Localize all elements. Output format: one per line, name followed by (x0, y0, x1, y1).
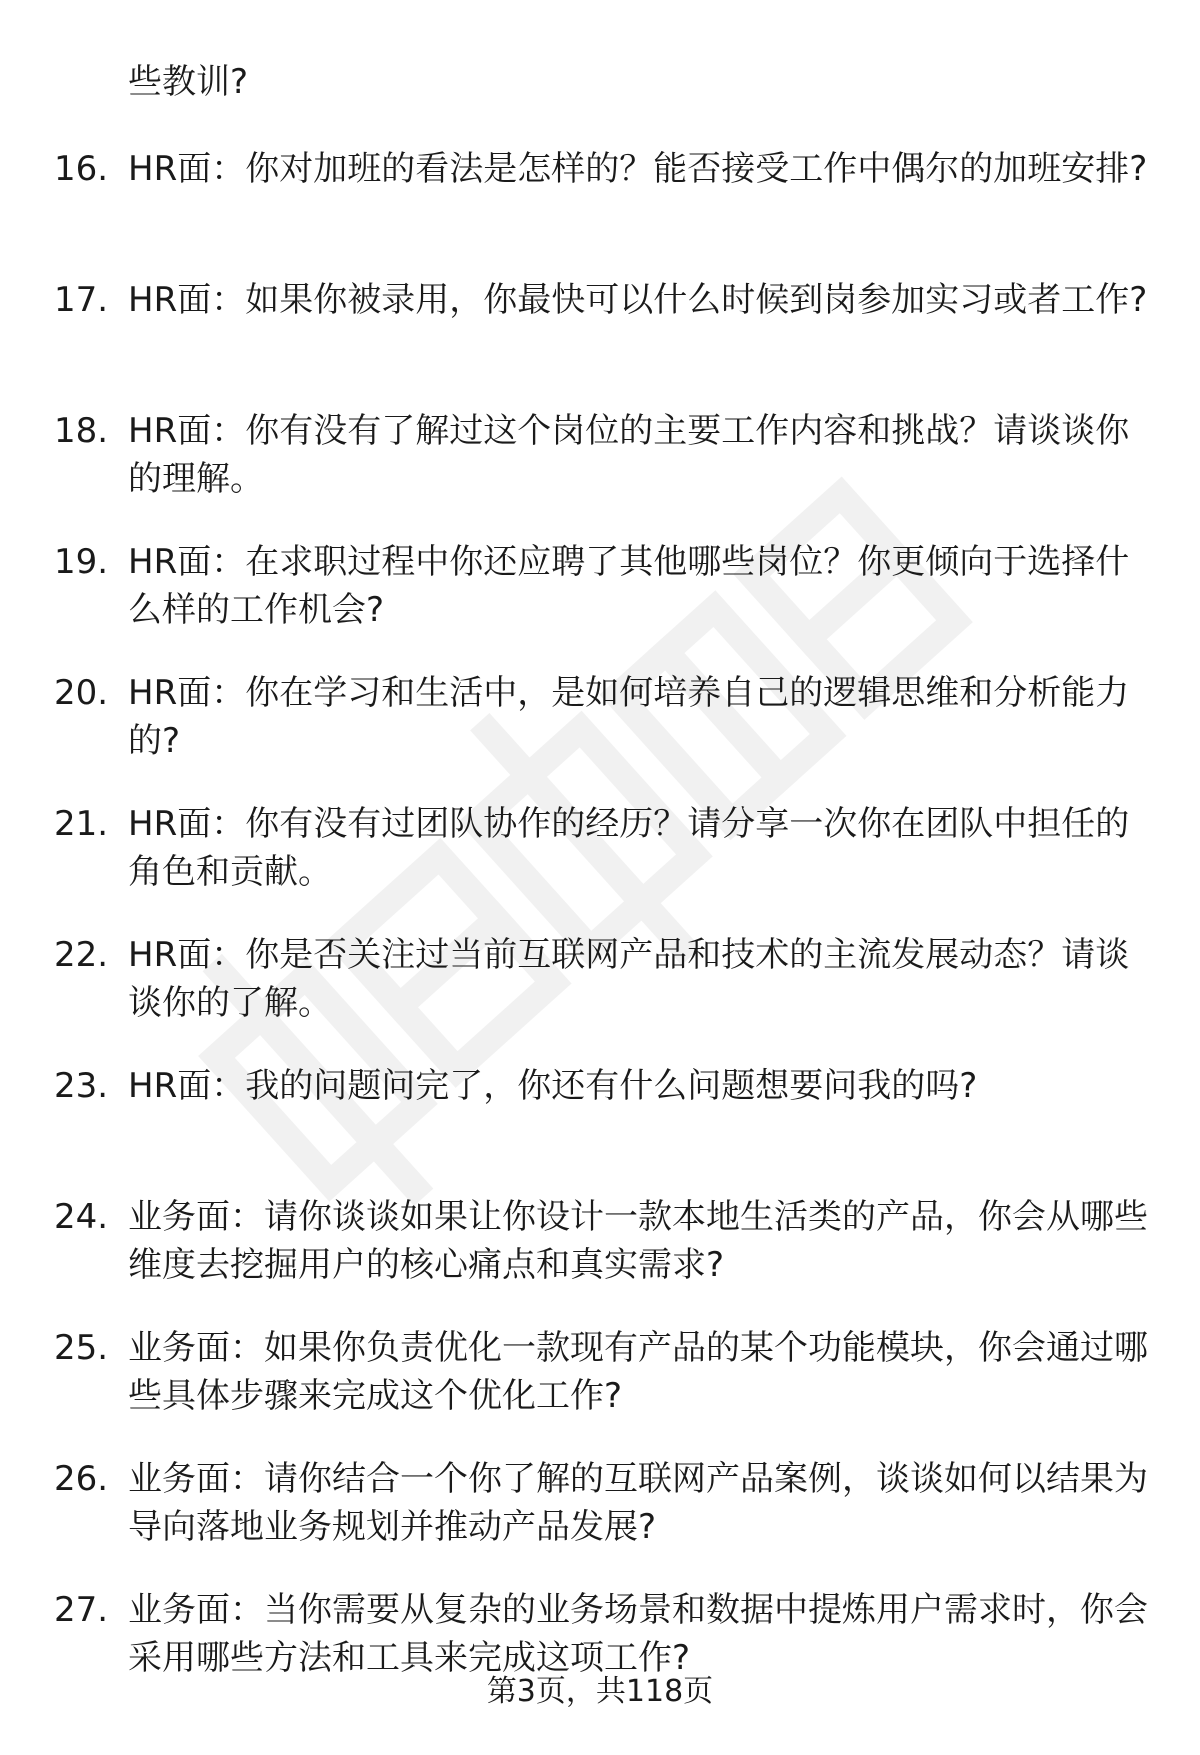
question-number: 20. (54, 673, 109, 713)
question-number: 24. (54, 1197, 109, 1237)
question-item (0, 145, 1200, 276)
question-item (0, 538, 1200, 669)
question-number: 27. (54, 1590, 109, 1630)
question-list (0, 145, 1200, 1717)
question-item (0, 1324, 1200, 1455)
question-text: HR面：你有没有过团队协作的经历？请分享一次你在团队中担任的角色和贡献。 (128, 804, 1130, 892)
question-text: HR面：你对加班的看法是怎样的？能否接受工作中偶尔的加班安排? (128, 149, 1148, 189)
question-number: 22. (54, 935, 109, 975)
question-text: HR面：你在学习和生活中，是如何培养自己的逻辑思维和分析能力的? (128, 673, 1130, 761)
question-number: 26. (54, 1459, 109, 1499)
question-item (0, 1193, 1200, 1324)
question-item (0, 1455, 1200, 1586)
question-number: 25. (54, 1328, 109, 1368)
question-text: 业务面：当你需要从复杂的业务场景和数据中提炼用户需求时，你会采用哪些方法和工具来完成这项工作? (128, 1590, 1148, 1678)
question-text: HR面：我的问题问完了，你还有什么问题想要问我的吗? (128, 1066, 978, 1106)
question-number: 18. (54, 411, 109, 451)
question-item (0, 276, 1200, 407)
page-footer: 第3页，共118页 (486, 1674, 714, 1709)
question-text: HR面：你是否关注过当前互联网产品和技术的主流发展动态？请谈谈你的了解。 (128, 935, 1130, 1023)
question-number: 19. (54, 542, 109, 582)
question-item (0, 407, 1200, 538)
question-item (0, 800, 1200, 931)
question-item (0, 1062, 1200, 1193)
question-number: 23. (54, 1066, 109, 1106)
question-number: 17. (54, 280, 109, 320)
question-text: HR面：如果你被录用，你最快可以什么时候到岗参加实习或者工作? (128, 280, 1148, 320)
question-text: 业务面：请你谈谈如果让你设计一款本地生活类的产品，你会从哪些维度去挖掘用户的核心痛点和真实需求? (128, 1197, 1148, 1285)
question-text: HR面：你有没有了解过这个岗位的主要工作内容和挑战？请谈谈你的理解。 (128, 411, 1130, 499)
question-number: 21. (54, 804, 109, 844)
question-item (0, 931, 1200, 1062)
question-item (0, 669, 1200, 800)
question-text: 业务面：请你结合一个你了解的互联网产品案例，谈谈如何以结果为导向落地业务规划并推动产品发展? (128, 1459, 1148, 1547)
question-number: 16. (54, 149, 109, 189)
continued-text: 些教训? (128, 62, 249, 102)
question-text: 业务面：如果你负责优化一款现有产品的某个功能模块，你会通过哪些具体步骤来完成这个优化工作? (128, 1328, 1148, 1416)
question-text: HR面：在求职过程中你还应聘了其他哪些岗位？你更倾向于选择什么样的工作机会? (128, 542, 1130, 630)
